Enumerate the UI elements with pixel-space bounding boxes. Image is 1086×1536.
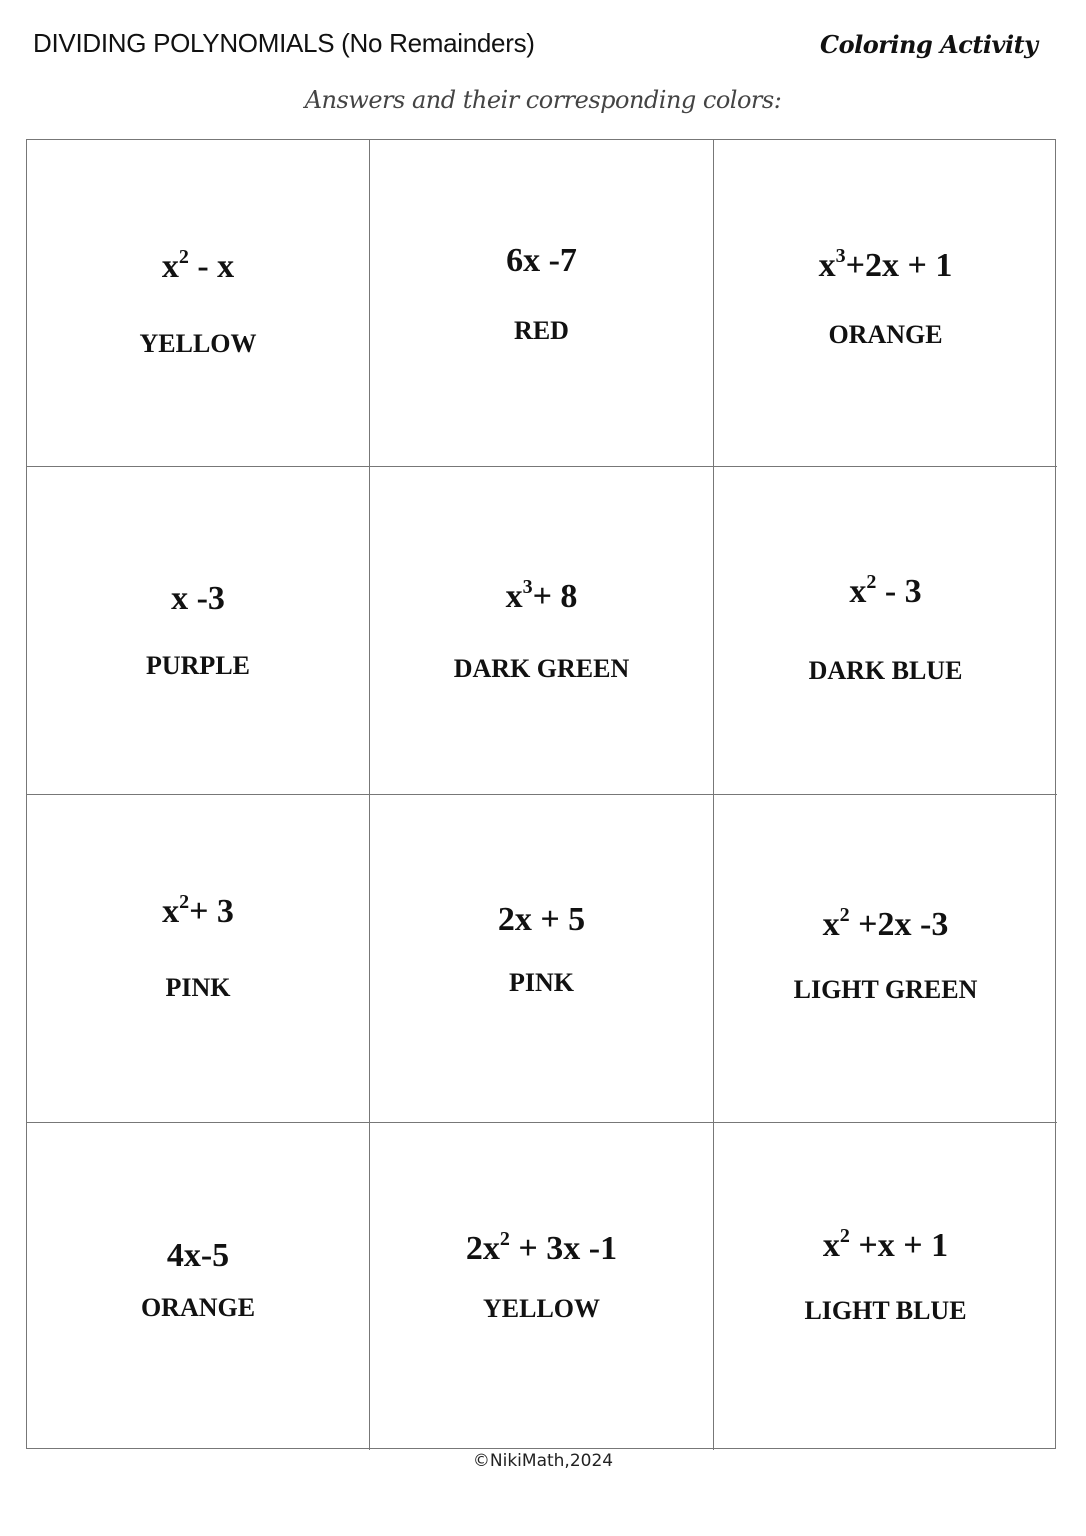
answer-cell: [714, 795, 1057, 1123]
answer-cell: [27, 795, 370, 1123]
copyright-footer: ©NikiMath,2024: [472, 1451, 614, 1471]
polynomial-answer: $x^2 +2x$ -3: [822, 904, 949, 943]
color-label: YELLOW: [139, 329, 257, 358]
worksheet-title: DIVIDING POLYNOMIALS (No Remainders): [33, 28, 535, 58]
polynomial-answer: $x^3+2x + 1$: [818, 245, 953, 284]
answer-cell: [370, 467, 714, 795]
color-label: ORANGE: [140, 1293, 256, 1322]
answer-cell: [370, 140, 714, 467]
answers-caption: Answers and their corresponding colors:: [304, 86, 782, 114]
color-label: PURPLE: [146, 651, 250, 680]
answer-cell: [27, 140, 370, 467]
polynomial-answer: 6x -7: [506, 242, 577, 279]
color-label: RED: [514, 316, 569, 345]
answer-cell: [27, 467, 370, 795]
polynomial-answer: $x^2 - 3$: [849, 571, 922, 610]
answer-cell: [714, 140, 1057, 467]
color-label: LIGHT BLUE: [804, 1296, 967, 1325]
polynomial-answer: $x^2$ - x: [161, 246, 235, 285]
answer-cell: [27, 1123, 370, 1450]
answer-color-grid: [26, 139, 1056, 1449]
color-label: LIGHT GREEN: [793, 975, 978, 1004]
polynomial-answer: 4x-5: [166, 1237, 230, 1274]
color-label: ORANGE: [828, 320, 943, 349]
polynomial-answer: 2x + 5: [497, 901, 586, 938]
polynomial-answer: $x^2 +x + 1$: [822, 1225, 949, 1264]
color-label: PINK: [509, 968, 574, 997]
answer-cell: [714, 1123, 1057, 1450]
answer-cell: [370, 1123, 714, 1450]
activity-label: Coloring Activity: [820, 30, 1038, 59]
color-label: DARK BLUE: [808, 656, 963, 685]
polynomial-answer: x -3: [171, 580, 225, 617]
color-label: PINK: [165, 973, 231, 1002]
color-label: YELLOW: [482, 1294, 601, 1323]
color-label: DARK GREEN: [453, 654, 630, 683]
answer-cell: [714, 467, 1057, 795]
polynomial-answer: $2x^2 + 3x$ -1: [465, 1228, 618, 1267]
polynomial-answer: $x^3+ 8$: [505, 576, 578, 615]
answer-cell: [370, 795, 714, 1123]
polynomial-answer: $x^2+ 3$: [162, 891, 234, 930]
